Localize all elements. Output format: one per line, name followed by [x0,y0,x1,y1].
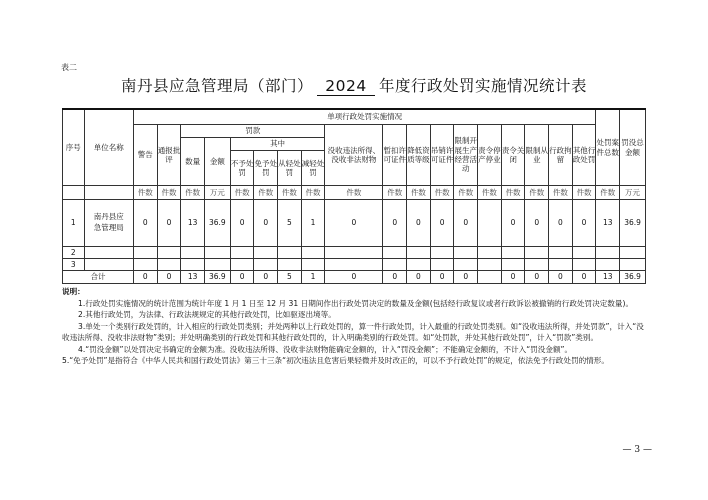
cell: 36.9 [204,200,230,247]
units-cell: 件数 [430,186,454,200]
cell [478,259,502,271]
cell [383,259,407,271]
cell: 0 [133,200,157,247]
note-item: 2.其他行政处罚，为法律、行政法规规定的其他行政处罚，比如驱逐出境等。 [78,310,336,320]
total-cell: 0 [133,271,157,284]
cell [454,247,478,259]
cell [325,247,383,259]
units-cell [63,186,85,200]
cell: 13 [181,200,205,247]
row-seq: 1 [63,200,85,247]
header-fine: 罚款 [181,125,325,138]
cell: 0 [549,200,573,247]
cell [478,200,502,247]
cell [430,247,454,259]
title-suffix: 年度行政处罚实施情况统计表 [379,77,588,95]
cell [407,259,431,271]
total-cell: 0 [383,271,407,284]
cell [204,247,230,259]
total-cell: 1 [301,271,325,284]
units-cell: 件数 [407,186,431,200]
units-cell: 件数 [454,186,478,200]
cell [301,259,325,271]
header-lighter: 从轻处罚 [278,151,302,186]
units-cell: 万元 [204,186,230,200]
page-title [0,74,708,96]
cell [549,247,573,259]
table-row [63,200,646,247]
total-cell: 0 [549,271,573,284]
header-total-amount: 罚没总金额 [620,109,646,186]
total-cell [478,271,502,284]
cell [133,259,157,271]
row-unit: 南丹县应急管理局 [84,200,133,247]
units-cell: 件数 [549,186,573,200]
header-stop-production: 责令停产停业 [478,125,502,186]
header-criticize: 通报批评 [157,125,181,186]
header-suspend-license: 暂扣许可证件 [383,125,407,186]
row-seq: 2 [63,247,85,259]
cell: 0 [325,200,383,247]
total-cell: 0 [525,271,549,284]
cell [133,247,157,259]
units-row [63,186,646,200]
cell: 0 [454,200,478,247]
total-cell: 0 [325,271,383,284]
cell [278,259,302,271]
cell [620,247,646,259]
header-no-penalty: 不予处罚 [230,151,254,186]
units-cell: 件数 [596,186,620,200]
cell: 0 [525,200,549,247]
header-mitigated: 减轻处罚 [301,151,325,186]
cell [204,259,230,271]
document-label: 表二 [61,63,77,72]
cell [525,247,549,259]
cell: 36.9 [620,200,646,247]
row-unit [84,247,133,259]
cell: 5 [278,200,302,247]
total-row [63,271,646,284]
total-cell: 0 [407,271,431,284]
cell [181,247,205,259]
page-number: — 3 — [622,445,652,455]
cell: 0 [572,200,596,247]
header-unit: 单位名称 [84,109,133,186]
row-unit [84,259,133,271]
total-cell: 0 [157,271,181,284]
units-cell: 件数 [157,186,181,200]
header-revoke-license: 吊销许可证件 [430,125,454,186]
header-lower-qual: 降低资质等级 [407,125,431,186]
header-restrict: 限制开展生产经营活动 [454,125,478,186]
units-cell: 件数 [133,186,157,200]
header-restrict-job: 限制从业 [525,125,549,186]
total-label: 合计 [63,271,134,284]
units-cell: 件数 [181,186,205,200]
header-confiscate: 没收违法所得、没收非法财物 [325,125,383,186]
cell [383,247,407,259]
cell [254,259,278,271]
total-cell: 0 [454,271,478,284]
table-row [63,259,646,271]
total-cell: 0 [501,271,525,284]
units-cell [84,186,133,200]
header-detention: 行政拘留 [549,125,573,186]
units-cell: 万元 [620,186,646,200]
header-warning: 警告 [133,125,157,186]
units-cell: 件数 [478,186,502,200]
cell [572,259,596,271]
header-section: 单项行政处罚实施情况 [133,109,595,125]
table-row [63,247,646,259]
note-item: 4.“罚没金额”以处罚决定书确定的金额为准。没收违法所得、没收非法财物能确定金额的，计入“罚没金额”；不能确定金额的，不计入“罚没金额”。 [78,344,573,354]
cell [254,247,278,259]
row-seq: 3 [63,259,85,271]
units-cell: 件数 [301,186,325,200]
units-cell: 件数 [525,186,549,200]
title-prefix: 南丹县应急管理局（部门） [120,77,313,95]
cell [478,247,502,259]
total-cell: 0 [230,271,254,284]
cell [230,247,254,259]
cell [301,247,325,259]
cell [181,259,205,271]
total-cell: 13 [596,271,620,284]
total-cell: 5 [278,271,302,284]
note-item: 1.行政处罚实施情况的统计范围为统计年度 1 月 1 日至 12 月 31 日期间作出行政处罚决定的数量及金额(包括经行政复议或者行政诉讼被撤销的行政处罚决定数量)。 [78,298,634,308]
notes-section [62,286,648,367]
cell [157,259,181,271]
cell [278,247,302,259]
total-cell: 0 [572,271,596,284]
cell: 0 [230,200,254,247]
header-total-cases: 处罚案件总数 [596,109,620,186]
units-cell: 件数 [325,186,383,200]
notes-heading: 说明： [62,287,85,296]
total-cell: 13 [181,271,205,284]
units-cell: 件数 [278,186,302,200]
cell [525,259,549,271]
cell: 0 [501,200,525,247]
note-item: 3.单处一个类别行政处罚的，计入相应的行政处罚类别；并处两种以上行政处罚的，算一件行政处罚，计入最重的行政处罚类别。如“没收违法所得，并处罚款”，计入“没收违法所得、没收非法财物”类别；并处明确类别的行政处罚和其他行政处罚的，计入明确类别的行政处罚。如“处罚款，并处其他行政处罚”，计入“罚款”类别。 [62,321,644,343]
cell: 13 [596,200,620,247]
cell: 0 [430,200,454,247]
cell [596,247,620,259]
header-fine-count: 数量 [181,138,205,186]
cell [501,247,525,259]
title-year: 2024 [317,77,375,96]
cell [501,259,525,271]
cell [430,259,454,271]
cell: 0 [383,200,407,247]
cell [596,259,620,271]
note-item: 5.“免予处罚”是指符合《中华人民共和国行政处罚法》第三十三条“初次违法且危害后果轻微并及时改正的，可以不予行政处罚”的规定，依法免予行政处罚的情形。 [62,356,609,366]
cell [157,247,181,259]
total-cell: 0 [430,271,454,284]
units-cell: 件数 [254,186,278,200]
total-cell: 0 [254,271,278,284]
header-seq: 序号 [63,109,85,186]
total-cell: 36.9 [204,271,230,284]
cell: 0 [157,200,181,247]
header-exempt: 免予处罚 [254,151,278,186]
units-cell: 件数 [501,186,525,200]
cell: 0 [407,200,431,247]
cell [407,247,431,259]
cell [620,259,646,271]
cell: 0 [254,200,278,247]
cell [325,259,383,271]
units-cell: 件数 [230,186,254,200]
cell [572,247,596,259]
units-cell: 件数 [572,186,596,200]
header-fine-amount: 金额 [204,138,230,186]
cell [454,259,478,271]
units-cell: 件数 [383,186,407,200]
total-cell: 36.9 [620,271,646,284]
header-other: 其他行政处罚 [572,125,596,186]
cell: 1 [301,200,325,247]
statistics-table [62,108,646,284]
header-close: 责令关闭 [501,125,525,186]
cell [230,259,254,271]
header-among: 其中 [230,138,325,151]
cell [549,259,573,271]
